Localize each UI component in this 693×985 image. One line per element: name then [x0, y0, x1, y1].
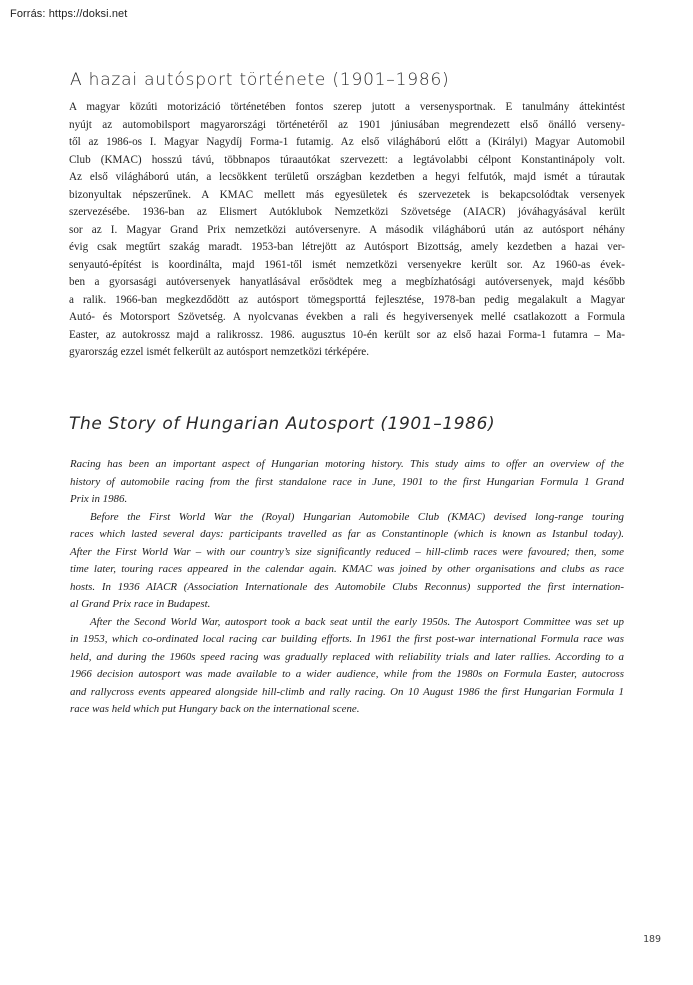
- english-line: After the Second World War, autosport took a back seat until the early 1950s. The Autosport Committee was set up: [90, 615, 624, 628]
- hungarian-line: Easter, az autokrossz majd a ralikrossz. 1986. augusztus 10-én került sor az első hazai Forma-1 futamra – Ma-: [69, 328, 625, 341]
- hungarian-abstract: [69, 99, 625, 362]
- hungarian-line: Az első világháború után, a lecsökkent területű országban kezdetben a hegyi felfutók, majd ismét a túrautak: [69, 171, 625, 183]
- hungarian-line: nyújt az automobilsport magyarországi történetéről az 1901 júniusában megrendezett első önálló verseny-: [69, 118, 625, 131]
- english-line: races which lasted several days: participants travelled as far as Constantinople (which is known as Istanbul today).: [70, 528, 624, 540]
- hungarian-line: bizonyultak népszerűnek. A KMAC mellett más egyesületek és szervezetek is bekapcsolódtak versenyek: [69, 188, 625, 201]
- hungarian-line: szervezésébe. 1936-ban az Elismert Autóklubok Nemzetközi Szövetsége (AIACR) jóváhagyásával került: [69, 206, 625, 218]
- hungarian-line: A magyar közúti motorizáció történetében fontos szerep jutott a versenysportnak. E tanulmány áttekintést: [69, 101, 625, 113]
- english-line: After the First World War – with our country’s size significantly reduced – hill-climb races were favoured; then, some: [70, 545, 624, 558]
- english-line: history of automobile racing from the first standalone race in June, 1901 to the first Hungarian Formula 1 Grand: [70, 475, 624, 488]
- english-title: The Story of Hungarian Autosport (1901–1986): [69, 414, 496, 434]
- hungarian-line: évig csak megtűrt szakág maradt. 1953-ban létrejött az Autósport Bizottság, amely kezdetben a hazai ver-: [69, 241, 625, 253]
- hungarian-line: Autó- és Motorsport Szövetség. A nyolcvanas években a rali és hegyiversenyek mellé csatlakozott a Formula: [69, 311, 625, 323]
- hungarian-line: gyarország ezzel ismét felkerült az autósport nemzetközi térképére.: [69, 346, 370, 358]
- page-number: 189: [642, 934, 661, 945]
- english-line: hosts. In 1936 AIACR (Association Internationale des Automobile Clubs Reconnus) supported the first internation-: [70, 580, 624, 593]
- hungarian-line: senyautó-építést is koordinálta, majd 1961-től ismét nemzetközi versenyekre került sor. Az 1960-as évek-: [69, 258, 625, 271]
- english-line: in 1953, which co-ordinated local racing car building efforts. In 1961 the first post-war international Formula race was: [70, 633, 624, 645]
- hungarian-line: sor az I. Magyar Grand Prix nemzetközi autóversenyre. A második világháború után az autósport néhány: [69, 223, 625, 236]
- english-line: Racing has been an important aspect of Hungarian motoring history. This study aims to offer an overview of the: [70, 458, 624, 470]
- hungarian-line: Club (KMAC) hosszú távú, többnapos túraautókat szervezett: a legtávolabbi célpont Konstantinápoly volt.: [69, 153, 625, 166]
- english-abstract: [70, 456, 624, 719]
- english-line: and rallycross events appeared alongside hill-climb and rally racing. On 10 August 1986 the first Hungarian Formula 1: [70, 685, 624, 698]
- english-line: held, and during the 1960s speed racing was gradually replaced with reliability trials and later rallies. According to a: [70, 650, 624, 663]
- hungarian-title: A hazai autósport története (1901–1986): [70, 70, 450, 90]
- english-line: Before the First World War the (Royal) Hungarian Automobile Club (KMAC) devised long-range touring: [90, 510, 624, 523]
- hungarian-line: a ralik. 1966-ban megkezdődött az autósport tömegsporttá fejlesztése, 1978-ban pedig megalakult a Magyar: [69, 293, 625, 306]
- english-line: race was held which put Hungary back on the international scene.: [70, 703, 360, 715]
- english-line: al Grand Prix race in Budapest.: [70, 598, 211, 610]
- english-line: time later, touring races appeared in the calendar again. KMAC was joined by other organisations and clubs as race: [70, 563, 624, 575]
- hungarian-line: től az 1986-os I. Magyar Nagydíj Forma-1 futamig. Az első világháború előtt a (Királyi) Magyar Automobil: [69, 136, 625, 148]
- hungarian-line: ben a gyorsasági autóversenyek hanyatlásával erősödtek meg a megbízhatósági autóversenyek, majd később: [69, 276, 625, 288]
- english-line: Prix in 1986.: [70, 493, 128, 505]
- source-label: Forrás: https://doksi.net: [10, 8, 128, 20]
- english-line: 1966 decision autosport was made available to a wider audience, while from the 1980s on Formula Easter, autocross: [70, 668, 624, 680]
